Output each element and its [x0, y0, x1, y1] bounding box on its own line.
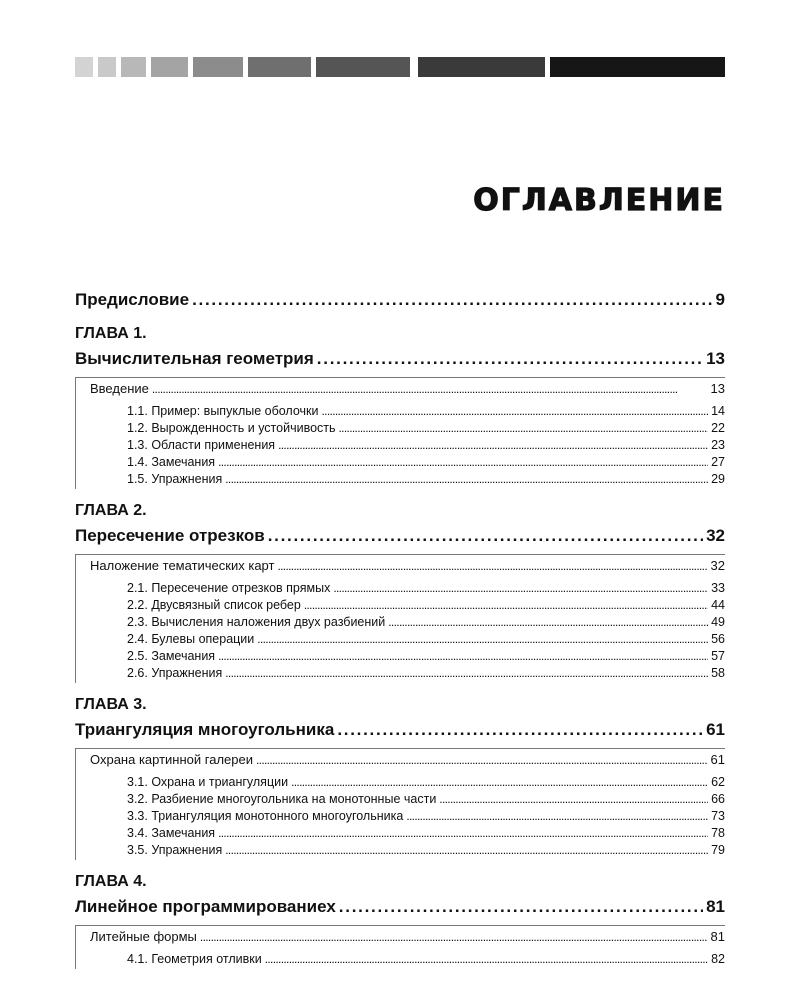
toc-entry-preface[interactable]	[75, 290, 725, 312]
toc-entry-subsection[interactable]	[90, 649, 725, 666]
toc-entry-subsection[interactable]	[90, 632, 725, 649]
toc-entry-subsection[interactable]	[90, 421, 725, 438]
toc-entry-page: 56	[711, 632, 725, 646]
toc-entry-page: 58	[711, 666, 725, 680]
toc-entry-page: 62	[711, 775, 725, 789]
toc-entry-subsection[interactable]	[90, 809, 725, 826]
toc-entry-page: 13	[706, 349, 725, 368]
toc-entry-page: 81	[710, 929, 725, 944]
subsection-list	[90, 775, 725, 860]
toc-entry-label: 2.4. Булевы операции	[127, 632, 255, 646]
toc-entry-subsection[interactable]	[90, 615, 725, 632]
toc-entry-chapter[interactable]	[75, 720, 725, 742]
toc-entry-section[interactable]	[90, 381, 725, 399]
toc-entry-label: 1.2. Вырожденность и устойчивость	[127, 421, 336, 435]
toc-entry-page: 33	[711, 581, 725, 595]
section-block	[75, 554, 725, 683]
toc-entry-subsection[interactable]	[90, 952, 725, 969]
toc-entry-subsection[interactable]	[90, 581, 725, 598]
toc-entry-subsection[interactable]	[90, 775, 725, 792]
header-bar-segment	[121, 57, 146, 77]
header-bar-segment	[151, 57, 188, 77]
toc-entry-subsection[interactable]	[90, 472, 725, 489]
section-block	[75, 925, 725, 969]
toc-entry-label: 1.3. Области применения	[127, 438, 276, 452]
toc-entry-label: 4.1. Геометрия отливки	[127, 952, 262, 966]
toc-entry-subsection[interactable]	[90, 826, 725, 843]
toc-entry-subsection[interactable]	[90, 666, 725, 683]
toc-entry-label: 3.2. Разбиение многоугольника на монотонные части	[127, 792, 437, 806]
toc-entry-page: 57	[711, 649, 725, 663]
toc-entry-label: 3.4. Замечания	[127, 826, 216, 840]
toc-entry-label: 1.4. Замечания	[127, 455, 216, 469]
chapter-heading: ГЛАВА 4.	[75, 873, 147, 890]
toc-entry-page: 66	[711, 792, 725, 806]
toc-entry-label: 2.3. Вычисления наложения двух разбиений	[127, 615, 386, 629]
toc-entry-page: 73	[711, 809, 725, 823]
header-bar-segment	[316, 57, 410, 77]
toc-entry-chapter[interactable]	[75, 526, 725, 548]
chapter-list	[75, 325, 725, 969]
toc-entry-label: 2.2. Двусвязный список ребер	[127, 598, 301, 612]
header-bar-segment	[98, 57, 116, 77]
chapter-heading: ГЛАВА 1.	[75, 325, 147, 342]
toc-entry-page: 29	[711, 472, 725, 486]
header-bar-segment	[193, 57, 243, 77]
toc-entry-label: Литейные формы	[90, 929, 197, 944]
toc-entry-page: 22	[711, 421, 725, 435]
toc-entry-page: 44	[711, 598, 725, 612]
chapter-heading: ГЛАВА 3.	[75, 696, 147, 713]
toc-entry-subsection[interactable]	[90, 455, 725, 472]
toc-entry-subsection[interactable]	[90, 438, 725, 455]
subsection-list	[90, 581, 725, 683]
subsection-list	[90, 952, 725, 969]
toc-entry-label: Линейное программированиех	[75, 897, 336, 916]
toc-entry-label: 2.6. Упражнения	[127, 666, 223, 680]
toc-entry-label: 2.5. Замечания	[127, 649, 216, 663]
toc-entry-subsection[interactable]	[90, 843, 725, 860]
header-bar-segment	[550, 57, 725, 77]
toc-entry-page: 61	[706, 720, 725, 739]
toc-entry-page: 13	[710, 381, 725, 396]
toc-entry-label: 1.1. Пример: выпуклые оболочки	[127, 404, 319, 418]
toc-entry-page: 14	[711, 404, 725, 418]
toc-entry-label: Триангуляция многоугольника	[75, 720, 335, 739]
toc-entry-label: 3.5. Упражнения	[127, 843, 223, 857]
section-block	[75, 377, 725, 489]
toc-entry-page: 49	[711, 615, 725, 629]
toc-entry-page: 9	[715, 290, 725, 309]
toc-entry-page: 27	[711, 455, 725, 469]
toc-entry-page: 79	[711, 843, 725, 857]
table-of-contents	[75, 290, 725, 969]
page-title: ОГЛАВЛЕНИЕ	[473, 183, 725, 218]
subsection-list	[90, 404, 725, 489]
toc-entry-label: 3.3. Триангуляция монотонного многоугольника	[127, 809, 404, 823]
toc-entry-page: 61	[710, 752, 725, 767]
toc-entry-subsection[interactable]	[90, 404, 725, 421]
toc-entry-label: Пересечение отрезков	[75, 526, 265, 545]
toc-entry-label: 1.5. Упражнения	[127, 472, 223, 486]
toc-entry-label: Охрана картинной галереи	[90, 752, 253, 767]
toc-entry-page: 78	[711, 826, 725, 840]
toc-entry-label: Введение	[90, 381, 149, 396]
toc-entry-page: 32	[706, 526, 725, 545]
toc-entry-label: Наложение тематических карт	[90, 558, 275, 573]
toc-entry-page: 32	[710, 558, 725, 573]
toc-entry-label: Вычислительная геометрия	[75, 349, 314, 368]
toc-entry-page: 81	[706, 897, 725, 916]
header-bar-segment	[248, 57, 311, 77]
toc-entry-subsection[interactable]	[90, 792, 725, 809]
toc-entry-page: 82	[711, 952, 725, 966]
section-block	[75, 748, 725, 860]
toc-entry-chapter[interactable]	[75, 349, 725, 371]
toc-entry-section[interactable]	[90, 929, 725, 947]
toc-entry-section[interactable]	[90, 752, 725, 770]
toc-entry-chapter[interactable]	[75, 897, 725, 919]
toc-entry-subsection[interactable]	[90, 598, 725, 615]
toc-entry-label: Предисловие	[75, 290, 190, 309]
toc-entry-label: 2.1. Пересечение отрезков прямых	[127, 581, 331, 595]
toc-entry-section[interactable]	[90, 558, 725, 576]
chapter-heading: ГЛАВА 2.	[75, 502, 147, 519]
header-bar-segment	[75, 57, 93, 77]
toc-entry-label: 3.1. Охрана и триангуляции	[127, 775, 289, 789]
header-bar-segment	[418, 57, 545, 77]
toc-entry-page: 23	[711, 438, 725, 452]
header-color-bar	[75, 57, 725, 77]
